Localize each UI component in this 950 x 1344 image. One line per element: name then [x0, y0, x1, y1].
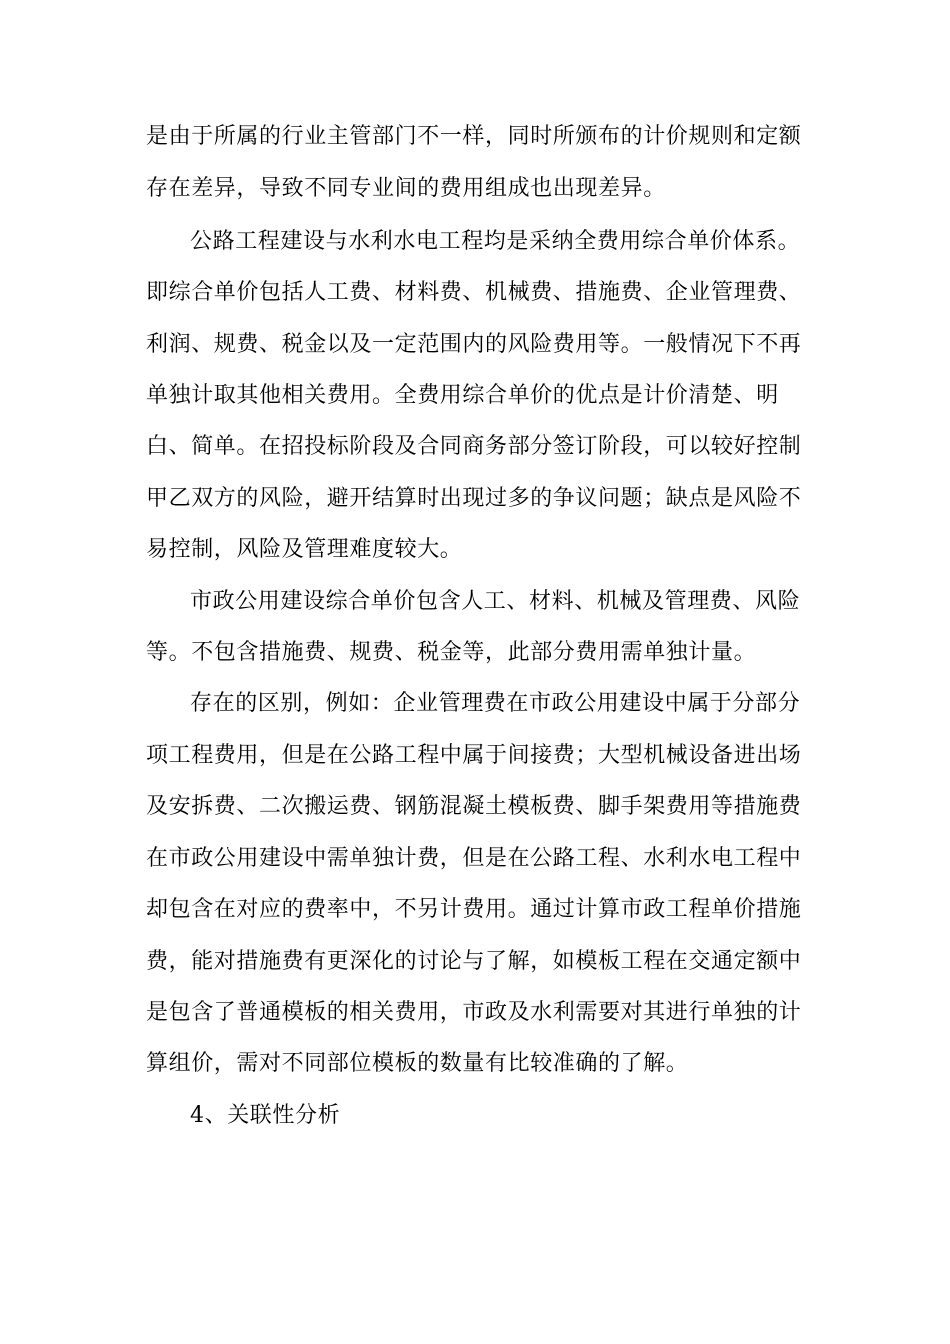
text-line: 存在差异，导致不同专业间的费用组成也出现差异。	[146, 176, 666, 201]
section-heading: 4、关联性分析	[190, 1103, 341, 1128]
text-line: 易控制，风险及管理难度较大。	[146, 537, 463, 562]
paragraph-start-line: 存在的区别，例如：企业管理费在市政公用建设中属于分部分	[190, 691, 801, 716]
text-line: 白、简单。在招投标阶段及合同商务部分签订阶段，可以较好控制	[146, 434, 802, 459]
paragraph-start-line: 公路工程建设与水利水电工程均是采纳全费用综合单价体系。	[190, 229, 801, 254]
text-line: 是包含了普通模板的相关费用，市政及水利需要对其进行单独的计	[146, 1000, 802, 1025]
text-line: 费，能对措施费有更深化的讨论与了解，如模板工程在交通定额中	[146, 949, 802, 974]
text-line: 项工程费用，但是在公路工程中属于间接费；大型机械设备进出场	[146, 743, 802, 768]
text-line: 却包含在对应的费率中，不另计费用。通过计算市政工程单价措施	[146, 897, 802, 922]
paragraph-start-line: 市政公用建设综合单价包含人工、材料、机械及管理费、风险	[190, 589, 801, 614]
text-line: 利润、规费、税金以及一定范围内的风险费用等。一般情况下不再	[146, 332, 802, 357]
text-line: 算组价，需对不同部位模板的数量有比较准确的了解。	[146, 1051, 689, 1076]
text-line: 及安拆费、二次搬运费、钢筋混凝土模板费、脚手架费用等措施费	[146, 794, 802, 819]
text-line: 甲乙双方的风险，避开结算时出现过多的争议问题；缺点是风险不	[146, 486, 802, 511]
text-line: 是由于所属的行业主管部门不一样，同时所颁布的计价规则和定额	[146, 124, 802, 149]
text-line: 单独计取其他相关费用。全费用综合单价的优点是计价清楚、明	[146, 383, 779, 408]
text-line: 即综合单价包括人工费、材料费、机械费、措施费、企业管理费、	[146, 280, 802, 305]
text-line: 等。不包含措施费、规费、税金等，此部分费用需单独计量。	[146, 640, 757, 665]
text-line: 在市政公用建设中需单独计费，但是在公路工程、水利水电工程中	[146, 846, 802, 871]
